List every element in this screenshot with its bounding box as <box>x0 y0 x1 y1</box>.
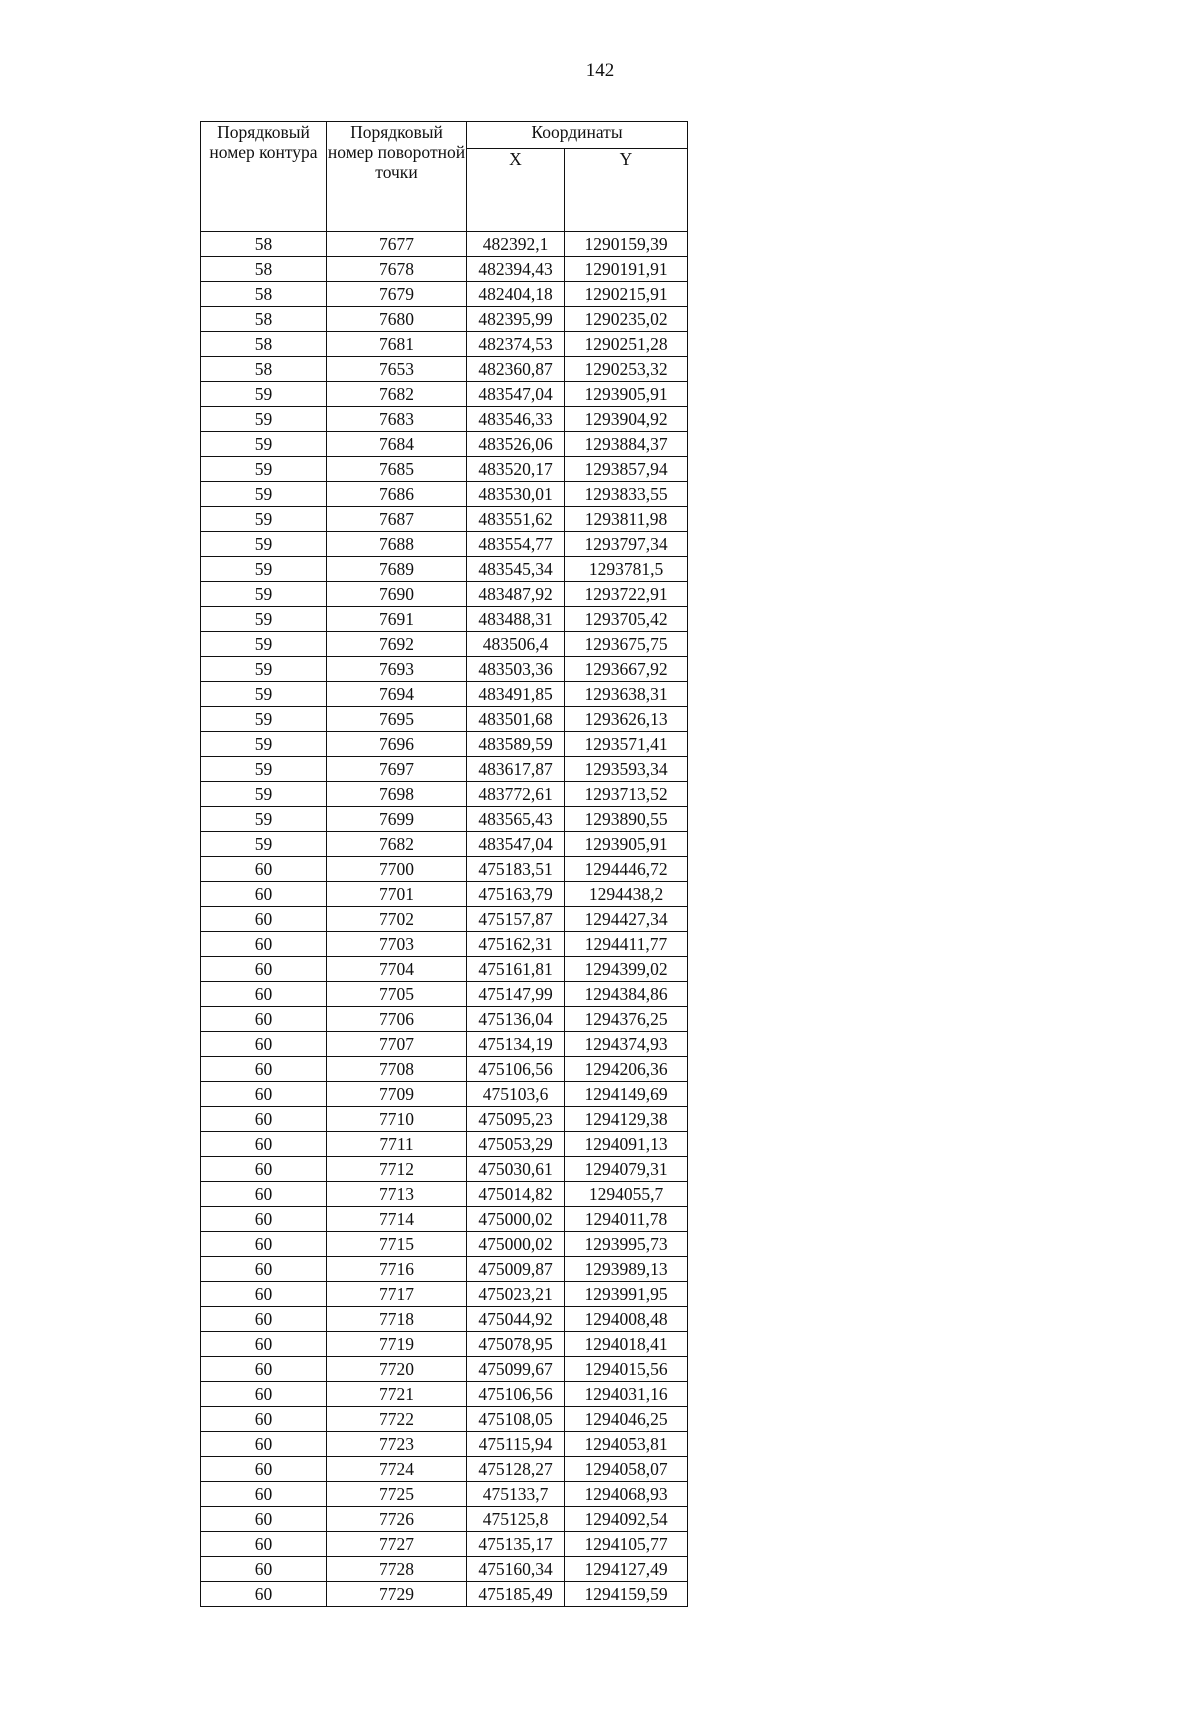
cell-y: 1293638,31 <box>565 682 688 707</box>
cell-contour-number: 60 <box>201 1082 327 1107</box>
cell-x: 475030,61 <box>467 1157 565 1182</box>
cell-y: 1293890,55 <box>565 807 688 832</box>
cell-y: 1293626,13 <box>565 707 688 732</box>
cell-point-number: 7688 <box>327 532 467 557</box>
cell-y: 1294092,54 <box>565 1507 688 1532</box>
cell-point-number: 7725 <box>327 1482 467 1507</box>
cell-contour-number: 60 <box>201 1057 327 1082</box>
cell-point-number: 7728 <box>327 1557 467 1582</box>
cell-y: 1293905,91 <box>565 832 688 857</box>
cell-y: 1290215,91 <box>565 282 688 307</box>
cell-x: 483530,01 <box>467 482 565 507</box>
cell-point-number: 7704 <box>327 957 467 982</box>
table-row <box>201 282 688 307</box>
cell-contour-number: 58 <box>201 282 327 307</box>
cell-point-number: 7729 <box>327 1582 467 1607</box>
table-row <box>201 432 688 457</box>
cell-point-number: 7685 <box>327 457 467 482</box>
cell-point-number: 7684 <box>327 432 467 457</box>
cell-point-number: 7692 <box>327 632 467 657</box>
cell-x: 483526,06 <box>467 432 565 457</box>
cell-point-number: 7717 <box>327 1282 467 1307</box>
cell-point-number: 7682 <box>327 382 467 407</box>
cell-point-number: 7680 <box>327 307 467 332</box>
table-row <box>201 332 688 357</box>
cell-contour-number: 60 <box>201 1107 327 1132</box>
cell-contour-number: 60 <box>201 1357 327 1382</box>
cell-point-number: 7718 <box>327 1307 467 1332</box>
table-row <box>201 1582 688 1607</box>
cell-point-number: 7678 <box>327 257 467 282</box>
table-body <box>201 232 688 1607</box>
cell-x: 475115,94 <box>467 1432 565 1457</box>
cell-x: 483506,4 <box>467 632 565 657</box>
cell-x: 475128,27 <box>467 1457 565 1482</box>
cell-x: 475134,19 <box>467 1032 565 1057</box>
cell-contour-number: 60 <box>201 1182 327 1207</box>
cell-y: 1294046,25 <box>565 1407 688 1432</box>
table-row <box>201 1182 688 1207</box>
cell-point-number: 7690 <box>327 582 467 607</box>
cell-contour-number: 60 <box>201 857 327 882</box>
table-row <box>201 957 688 982</box>
cell-point-number: 7707 <box>327 1032 467 1057</box>
cell-point-number: 7716 <box>327 1257 467 1282</box>
cell-point-number: 7696 <box>327 732 467 757</box>
cell-contour-number: 60 <box>201 982 327 1007</box>
cell-contour-number: 60 <box>201 1557 327 1582</box>
table-row <box>201 732 688 757</box>
cell-x: 483503,36 <box>467 657 565 682</box>
table-row <box>201 907 688 932</box>
cell-x: 475103,6 <box>467 1082 565 1107</box>
cell-x: 475044,92 <box>467 1307 565 1332</box>
cell-point-number: 7705 <box>327 982 467 1007</box>
table-row <box>201 1307 688 1332</box>
cell-point-number: 7699 <box>327 807 467 832</box>
header-point-number: Порядковый номер поворотной точки <box>327 122 467 232</box>
table-row <box>201 1407 688 1432</box>
cell-contour-number: 60 <box>201 1332 327 1357</box>
table-row <box>201 1107 688 1132</box>
table-row <box>201 782 688 807</box>
cell-contour-number: 59 <box>201 507 327 532</box>
cell-y: 1294058,07 <box>565 1457 688 1482</box>
cell-point-number: 7695 <box>327 707 467 732</box>
cell-contour-number: 60 <box>201 1507 327 1532</box>
cell-y: 1293905,91 <box>565 382 688 407</box>
cell-y: 1293667,92 <box>565 657 688 682</box>
cell-point-number: 7722 <box>327 1407 467 1432</box>
table-row <box>201 757 688 782</box>
cell-contour-number: 59 <box>201 757 327 782</box>
cell-x: 483546,33 <box>467 407 565 432</box>
cell-y: 1293857,94 <box>565 457 688 482</box>
cell-x: 475053,29 <box>467 1132 565 1157</box>
cell-x: 475162,31 <box>467 932 565 957</box>
cell-x: 475099,67 <box>467 1357 565 1382</box>
cell-point-number: 7693 <box>327 657 467 682</box>
cell-contour-number: 58 <box>201 357 327 382</box>
table-row <box>201 482 688 507</box>
table-row <box>201 1207 688 1232</box>
cell-y: 1294105,77 <box>565 1532 688 1557</box>
cell-contour-number: 59 <box>201 732 327 757</box>
cell-point-number: 7691 <box>327 607 467 632</box>
cell-y: 1294376,25 <box>565 1007 688 1032</box>
cell-y: 1293705,42 <box>565 607 688 632</box>
table-row <box>201 857 688 882</box>
cell-contour-number: 60 <box>201 1582 327 1607</box>
cell-point-number: 7682 <box>327 832 467 857</box>
cell-contour-number: 60 <box>201 1307 327 1332</box>
cell-point-number: 7706 <box>327 1007 467 1032</box>
cell-contour-number: 59 <box>201 407 327 432</box>
cell-contour-number: 58 <box>201 257 327 282</box>
table-row <box>201 1082 688 1107</box>
cell-y: 1293904,92 <box>565 407 688 432</box>
cell-contour-number: 59 <box>201 832 327 857</box>
cell-contour-number: 60 <box>201 957 327 982</box>
table-row <box>201 532 688 557</box>
cell-y: 1290251,28 <box>565 332 688 357</box>
table-row <box>201 382 688 407</box>
cell-point-number: 7727 <box>327 1532 467 1557</box>
cell-x: 483547,04 <box>467 382 565 407</box>
cell-y: 1294127,49 <box>565 1557 688 1582</box>
cell-y: 1293713,52 <box>565 782 688 807</box>
cell-x: 482374,53 <box>467 332 565 357</box>
page-number: 142 <box>585 60 615 81</box>
table-row <box>201 1482 688 1507</box>
cell-x: 483772,61 <box>467 782 565 807</box>
cell-x: 483520,17 <box>467 457 565 482</box>
cell-y: 1293781,5 <box>565 557 688 582</box>
cell-contour-number: 60 <box>201 1132 327 1157</box>
cell-point-number: 7708 <box>327 1057 467 1082</box>
cell-y: 1290191,91 <box>565 257 688 282</box>
cell-y: 1294091,13 <box>565 1132 688 1157</box>
cell-y: 1294031,16 <box>565 1382 688 1407</box>
cell-x: 483589,59 <box>467 732 565 757</box>
table-row <box>201 1432 688 1457</box>
cell-y: 1294399,02 <box>565 957 688 982</box>
cell-x: 475095,23 <box>467 1107 565 1132</box>
cell-point-number: 7702 <box>327 907 467 932</box>
cell-y: 1294427,34 <box>565 907 688 932</box>
cell-x: 475136,04 <box>467 1007 565 1032</box>
table-row <box>201 932 688 957</box>
cell-x: 482360,87 <box>467 357 565 382</box>
coordinates-table <box>200 121 688 1607</box>
cell-x: 475000,02 <box>467 1207 565 1232</box>
cell-y: 1293675,75 <box>565 632 688 657</box>
cell-point-number: 7724 <box>327 1457 467 1482</box>
cell-contour-number: 60 <box>201 1257 327 1282</box>
cell-contour-number: 58 <box>201 307 327 332</box>
cell-y: 1293991,95 <box>565 1282 688 1307</box>
cell-point-number: 7714 <box>327 1207 467 1232</box>
cell-contour-number: 59 <box>201 382 327 407</box>
cell-contour-number: 59 <box>201 682 327 707</box>
cell-x: 475108,05 <box>467 1407 565 1432</box>
cell-contour-number: 60 <box>201 1032 327 1057</box>
cell-point-number: 7700 <box>327 857 467 882</box>
cell-y: 1294015,56 <box>565 1357 688 1382</box>
cell-contour-number: 59 <box>201 582 327 607</box>
header-contour-number: Порядковый номер контура <box>201 122 327 232</box>
cell-point-number: 7679 <box>327 282 467 307</box>
cell-x: 483554,77 <box>467 532 565 557</box>
cell-contour-number: 60 <box>201 932 327 957</box>
cell-contour-number: 59 <box>201 457 327 482</box>
cell-y: 1294129,38 <box>565 1107 688 1132</box>
cell-y: 1293995,73 <box>565 1232 688 1257</box>
table-row <box>201 307 688 332</box>
table-row <box>201 1007 688 1032</box>
cell-y: 1294411,77 <box>565 932 688 957</box>
table-row <box>201 1507 688 1532</box>
cell-y: 1294055,7 <box>565 1182 688 1207</box>
cell-contour-number: 59 <box>201 657 327 682</box>
cell-x: 475023,21 <box>467 1282 565 1307</box>
cell-point-number: 7683 <box>327 407 467 432</box>
table-row <box>201 1357 688 1382</box>
cell-contour-number: 59 <box>201 632 327 657</box>
table-row <box>201 632 688 657</box>
cell-point-number: 7689 <box>327 557 467 582</box>
cell-x: 475000,02 <box>467 1232 565 1257</box>
cell-point-number: 7726 <box>327 1507 467 1532</box>
cell-y: 1294159,59 <box>565 1582 688 1607</box>
cell-contour-number: 60 <box>201 882 327 907</box>
cell-x: 483547,04 <box>467 832 565 857</box>
cell-x: 475125,8 <box>467 1507 565 1532</box>
cell-x: 475106,56 <box>467 1382 565 1407</box>
cell-contour-number: 59 <box>201 482 327 507</box>
cell-contour-number: 58 <box>201 232 327 257</box>
cell-y: 1293593,34 <box>565 757 688 782</box>
table-row <box>201 407 688 432</box>
cell-x: 475106,56 <box>467 1057 565 1082</box>
cell-point-number: 7703 <box>327 932 467 957</box>
cell-x: 475161,81 <box>467 957 565 982</box>
cell-contour-number: 58 <box>201 332 327 357</box>
cell-point-number: 7698 <box>327 782 467 807</box>
cell-point-number: 7711 <box>327 1132 467 1157</box>
cell-x: 475135,17 <box>467 1532 565 1557</box>
cell-point-number: 7715 <box>327 1232 467 1257</box>
cell-x: 483565,43 <box>467 807 565 832</box>
cell-x: 475078,95 <box>467 1332 565 1357</box>
cell-y: 1293571,41 <box>565 732 688 757</box>
cell-contour-number: 60 <box>201 1532 327 1557</box>
cell-point-number: 7709 <box>327 1082 467 1107</box>
cell-x: 475163,79 <box>467 882 565 907</box>
cell-y: 1293722,91 <box>565 582 688 607</box>
cell-x: 475009,87 <box>467 1257 565 1282</box>
cell-y: 1294374,93 <box>565 1032 688 1057</box>
cell-contour-number: 60 <box>201 1482 327 1507</box>
table-row <box>201 1532 688 1557</box>
cell-x: 483617,87 <box>467 757 565 782</box>
cell-point-number: 7677 <box>327 232 467 257</box>
cell-contour-number: 59 <box>201 782 327 807</box>
cell-point-number: 7686 <box>327 482 467 507</box>
table-row <box>201 1257 688 1282</box>
cell-x: 475014,82 <box>467 1182 565 1207</box>
cell-x: 483501,68 <box>467 707 565 732</box>
cell-contour-number: 60 <box>201 1432 327 1457</box>
header-x: X <box>467 149 565 232</box>
cell-y: 1294149,69 <box>565 1082 688 1107</box>
cell-y: 1294384,86 <box>565 982 688 1007</box>
cell-contour-number: 60 <box>201 1232 327 1257</box>
cell-y: 1293833,55 <box>565 482 688 507</box>
cell-x: 475183,51 <box>467 857 565 882</box>
cell-contour-number: 60 <box>201 1407 327 1432</box>
table-row <box>201 1382 688 1407</box>
cell-contour-number: 60 <box>201 1007 327 1032</box>
cell-point-number: 7719 <box>327 1332 467 1357</box>
cell-y: 1290253,32 <box>565 357 688 382</box>
cell-x: 483551,62 <box>467 507 565 532</box>
cell-contour-number: 59 <box>201 707 327 732</box>
cell-point-number: 7712 <box>327 1157 467 1182</box>
table-row <box>201 1132 688 1157</box>
table-row <box>201 1557 688 1582</box>
cell-contour-number: 60 <box>201 1157 327 1182</box>
cell-contour-number: 59 <box>201 432 327 457</box>
cell-x: 482404,18 <box>467 282 565 307</box>
table-row <box>201 1032 688 1057</box>
table-row <box>201 357 688 382</box>
table-row <box>201 657 688 682</box>
table-row <box>201 557 688 582</box>
cell-point-number: 7694 <box>327 682 467 707</box>
cell-contour-number: 59 <box>201 557 327 582</box>
cell-contour-number: 60 <box>201 1282 327 1307</box>
cell-y: 1294079,31 <box>565 1157 688 1182</box>
table-row <box>201 1157 688 1182</box>
table-row <box>201 1232 688 1257</box>
cell-y: 1294446,72 <box>565 857 688 882</box>
cell-contour-number: 60 <box>201 1382 327 1407</box>
cell-contour-number: 60 <box>201 907 327 932</box>
table-row <box>201 1057 688 1082</box>
cell-y: 1290235,02 <box>565 307 688 332</box>
cell-x: 475147,99 <box>467 982 565 1007</box>
cell-x: 482394,43 <box>467 257 565 282</box>
cell-y: 1294438,2 <box>565 882 688 907</box>
cell-y: 1294018,41 <box>565 1332 688 1357</box>
cell-x: 482395,99 <box>467 307 565 332</box>
cell-contour-number: 60 <box>201 1207 327 1232</box>
cell-contour-number: 59 <box>201 807 327 832</box>
table-row <box>201 232 688 257</box>
table-row <box>201 607 688 632</box>
cell-x: 483487,92 <box>467 582 565 607</box>
cell-y: 1293989,13 <box>565 1257 688 1282</box>
table-row <box>201 707 688 732</box>
table-row <box>201 682 688 707</box>
cell-x: 475185,49 <box>467 1582 565 1607</box>
cell-contour-number: 59 <box>201 607 327 632</box>
cell-x: 483491,85 <box>467 682 565 707</box>
cell-x: 475157,87 <box>467 907 565 932</box>
cell-y: 1290159,39 <box>565 232 688 257</box>
table-row <box>201 1282 688 1307</box>
cell-x: 483488,31 <box>467 607 565 632</box>
table-row <box>201 257 688 282</box>
cell-y: 1293811,98 <box>565 507 688 532</box>
table-row <box>201 507 688 532</box>
cell-y: 1294008,48 <box>565 1307 688 1332</box>
cell-x: 475160,34 <box>467 1557 565 1582</box>
table-row <box>201 582 688 607</box>
cell-y: 1294206,36 <box>565 1057 688 1082</box>
cell-point-number: 7687 <box>327 507 467 532</box>
cell-contour-number: 60 <box>201 1457 327 1482</box>
cell-point-number: 7653 <box>327 357 467 382</box>
table-row <box>201 1332 688 1357</box>
table-row <box>201 807 688 832</box>
cell-point-number: 7697 <box>327 757 467 782</box>
table-row <box>201 1457 688 1482</box>
cell-y: 1294011,78 <box>565 1207 688 1232</box>
cell-point-number: 7681 <box>327 332 467 357</box>
cell-x: 483545,34 <box>467 557 565 582</box>
table-row <box>201 457 688 482</box>
header-coordinates: Координаты <box>467 122 688 149</box>
cell-point-number: 7720 <box>327 1357 467 1382</box>
cell-y: 1293884,37 <box>565 432 688 457</box>
table-row <box>201 982 688 1007</box>
cell-y: 1294053,81 <box>565 1432 688 1457</box>
cell-y: 1294068,93 <box>565 1482 688 1507</box>
cell-point-number: 7721 <box>327 1382 467 1407</box>
cell-point-number: 7713 <box>327 1182 467 1207</box>
cell-x: 482392,1 <box>467 232 565 257</box>
table-row <box>201 832 688 857</box>
cell-point-number: 7710 <box>327 1107 467 1132</box>
cell-x: 475133,7 <box>467 1482 565 1507</box>
cell-y: 1293797,34 <box>565 532 688 557</box>
header-y: Y <box>565 149 688 232</box>
cell-point-number: 7701 <box>327 882 467 907</box>
table-row <box>201 882 688 907</box>
cell-point-number: 7723 <box>327 1432 467 1457</box>
cell-contour-number: 59 <box>201 532 327 557</box>
